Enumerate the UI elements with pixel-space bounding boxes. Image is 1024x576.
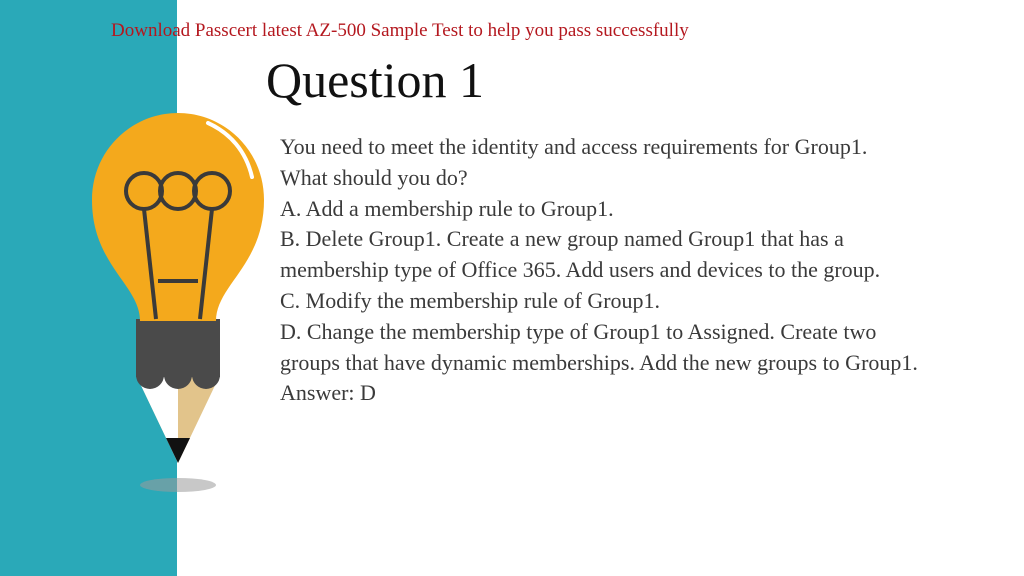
question-body	[280, 132, 1015, 409]
answer-line: Answer: D	[280, 380, 376, 406]
option-b-continued: membership type of Office 365. Add users and devices to the group.	[280, 257, 881, 283]
question-line: What should you do?	[280, 164, 468, 190]
option-d: D. Change the membership type of Group1 to Assigned. Create two	[280, 318, 877, 344]
page-title: Question 1	[266, 52, 485, 108]
option-b: B. Delete Group1. Create a new group named Group1 that has a	[280, 226, 844, 252]
question-line: You need to meet the identity and access requirements for Group1.	[280, 134, 868, 159]
option-a: A. Add a membership rule to Group1.	[280, 195, 614, 221]
option-c: C. Modify the membership rule of Group1.	[280, 287, 661, 313]
lightbulb-pencil-icon	[80, 105, 280, 505]
option-d-continued: groups that have dynamic memberships. Add the new groups to Group1.	[280, 349, 918, 375]
download-banner: Download Passcert latest AZ-500 Sample Test to help you pass successfully	[111, 20, 689, 41]
